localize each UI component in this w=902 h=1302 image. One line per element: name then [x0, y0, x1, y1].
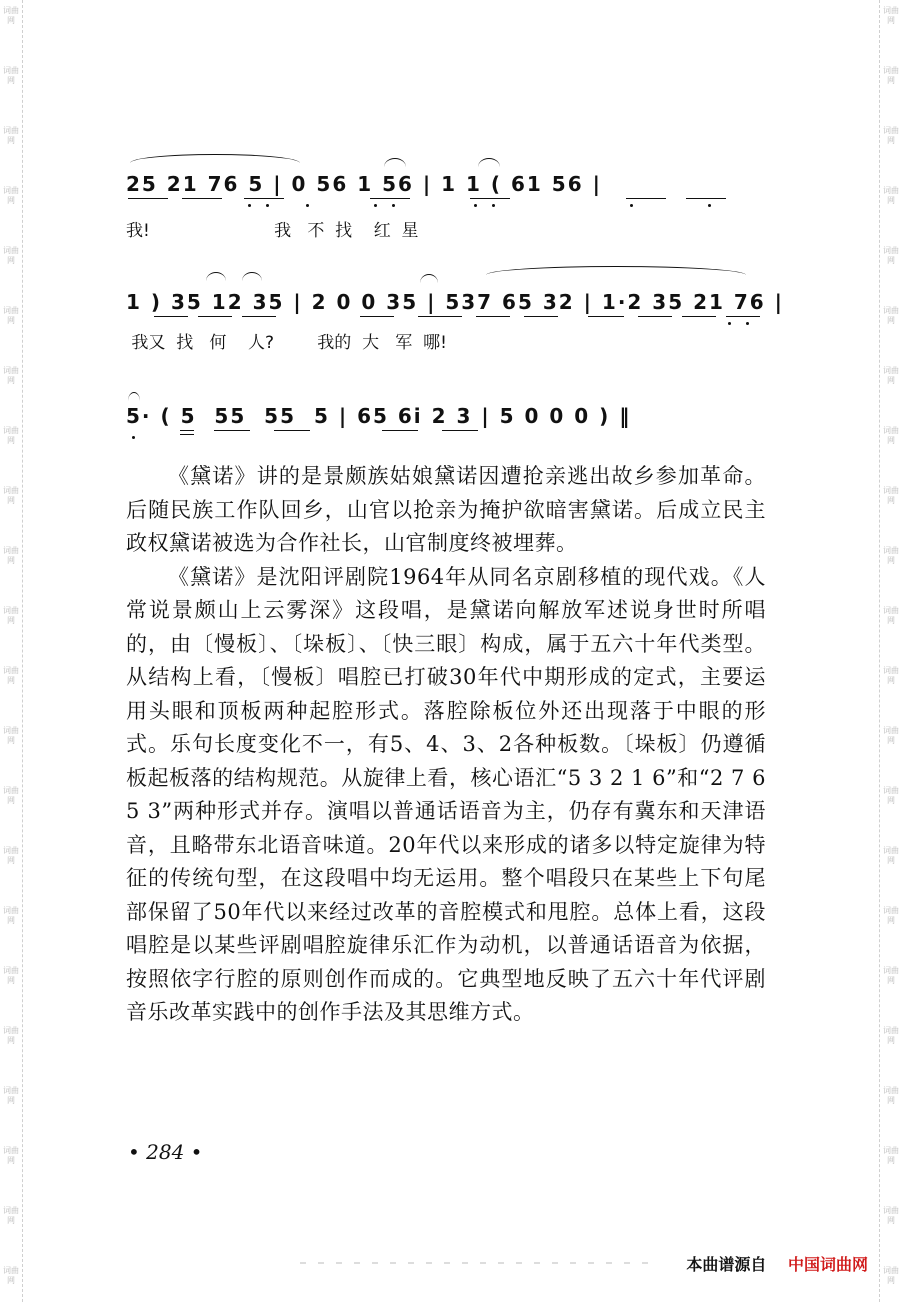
underline-mark: [626, 198, 666, 199]
watermark-text: 词曲网: [883, 1026, 899, 1045]
slur-mark: [420, 274, 438, 283]
watermark-text: 词曲网: [883, 426, 899, 445]
octave-dot: [708, 204, 711, 207]
underline-mark: [244, 198, 284, 199]
underline-mark: [180, 430, 194, 431]
site-name-link[interactable]: 中国词曲网: [787, 1255, 868, 1274]
watermark-text: 词曲网: [3, 366, 19, 385]
watermark-text: 词曲网: [3, 186, 19, 205]
watermark-text: 词曲网: [3, 966, 19, 985]
watermark-text: 词曲网: [3, 666, 19, 685]
watermark-text: 词曲网: [3, 6, 19, 25]
watermark-text: 词曲网: [3, 846, 19, 865]
watermark-text: 词曲网: [3, 306, 19, 325]
watermark-text: 词曲网: [883, 846, 899, 865]
watermark-text: 词曲网: [883, 606, 899, 625]
score-line-3: [126, 392, 776, 442]
watermark-text: 词曲网: [883, 66, 899, 85]
underline-mark: [382, 430, 418, 431]
slur-mark: [128, 392, 140, 401]
underline-mark: [180, 434, 194, 435]
watermark-text: 词曲网: [883, 1266, 899, 1285]
octave-dot: [630, 204, 633, 207]
watermark-text: 词曲网: [883, 966, 899, 985]
score-notes: 5· ( 5 55 55 5 | 65 6i 2 3 | 5 0 0 0 ) ‖: [126, 404, 632, 428]
underline-mark: [418, 316, 462, 317]
underline-mark: [442, 430, 478, 431]
underline-mark: [154, 316, 188, 317]
octave-dot: [474, 204, 477, 207]
watermark-text: 词曲网: [883, 786, 899, 805]
watermark-text: 词曲网: [883, 906, 899, 925]
underline-mark: [726, 316, 760, 317]
right-watermark-strip: [879, 0, 902, 1302]
score-line-1: [126, 150, 776, 240]
watermark-text: 词曲网: [3, 546, 19, 565]
octave-dot: [248, 204, 251, 207]
watermark-text: 词曲网: [3, 726, 19, 745]
score-lyrics: 我! 我 不 找 红 星: [126, 221, 419, 241]
left-watermark-strip: [0, 0, 23, 1302]
octave-dot: [266, 204, 269, 207]
watermark-text: 词曲网: [3, 1146, 19, 1165]
underline-mark: [686, 198, 726, 199]
octave-dot: [728, 322, 731, 325]
paragraph-1: 《黛诺》讲的是景颇族姑娘黛诺因遭抢亲逃出故乡参加革命。后随民族工作队回乡，山官以抢亲为掩护欲暗害黛诺。后成立民主政权黛诺被选为合作社长，山官制度终被埋葬。: [126, 464, 766, 555]
watermark-text: 词曲网: [883, 666, 899, 685]
slur-mark: [384, 158, 406, 167]
watermark-text: 词曲网: [3, 426, 19, 445]
underline-mark: [470, 198, 510, 199]
underline-mark: [242, 316, 276, 317]
watermark-text: 词曲网: [883, 726, 899, 745]
watermark-text: 词曲网: [883, 1146, 899, 1165]
underline-mark: [214, 430, 250, 431]
watermark-text: 词曲网: [3, 246, 19, 265]
underline-mark: [274, 430, 310, 431]
underline-mark: [360, 316, 394, 317]
watermark-text: 词曲网: [3, 786, 19, 805]
watermark-text: 词曲网: [3, 1266, 19, 1285]
underline-mark: [682, 316, 716, 317]
octave-dot: [746, 322, 749, 325]
underline-mark: [638, 316, 672, 317]
score-line-2: [126, 262, 784, 354]
watermark-text: 词曲网: [883, 366, 899, 385]
score-notes: 1 ) 35 12 35 | 2 0 0 35 | 537 65 32 | 1·2 35 21 76 |: [126, 290, 784, 314]
octave-dot: [392, 204, 395, 207]
octave-dot: [306, 204, 309, 207]
watermark-text: 词曲网: [3, 66, 19, 85]
watermark-text: 词曲网: [3, 1206, 19, 1225]
underline-mark: [128, 198, 168, 199]
slur-mark: [478, 158, 500, 167]
watermark-text: 词曲网: [3, 1086, 19, 1105]
watermark-text: 词曲网: [883, 126, 899, 145]
watermark-text: 词曲网: [883, 186, 899, 205]
underline-mark: [476, 316, 510, 317]
paragraph-2: 《黛诺》是沈阳评剧院1964年从同名京剧移植的现代戏。《人常说景颇山上云雾深》这段唱，是黛诺向解放军述说身世时所唱的，由〔慢板〕、〔垛板〕、〔快三眼〕构成，属于五六十年代类型。从结构上看，〔慢板〕唱腔已打破30年代中期形成的定式，主要运用头眼和顶板两种起腔形式。落腔除板位外还出现落于中眼的形式。乐句长度变化不一，有5、4、3、2各种板数。〔垛板〕仍遵循板起板落的结构规范。从旋律上看，核心语汇“5 3 2 1 6”和“2 7 6 5 3”两种形式并存。演唱以普通话语音为主，仍存有冀东和天津语音，且略带东北语音味道。20年代以来形成的诸多以特定旋律为特征的传统句型，在这段唱中均无运用。整个唱段只在某些上下句尾部保留了50年代以来经过改革的音腔模式和甩腔。总体上看，这段唱腔是以某些评剧唱腔旋律乐汇作为动机，以普通话语音为依据，按照依字行腔的原则创作而成的。它典型地反映了五六十年代评剧音乐改革实践中的创作手法及其思维方式。: [126, 564, 766, 1024]
underline-mark: [370, 198, 410, 199]
slur-mark: [130, 154, 300, 163]
underline-mark: [182, 198, 222, 199]
score-notes: 25 21 76 5 | 0 56 1 56 | 1 1 ( 61 56 |: [126, 172, 602, 196]
octave-dot: [492, 204, 495, 207]
source-label: 本曲谱源自: [686, 1255, 767, 1274]
watermark-text: 词曲网: [883, 546, 899, 565]
watermark-text: 词曲网: [883, 486, 899, 505]
article-body: [126, 460, 766, 1030]
octave-dot: [132, 436, 135, 439]
page-number: • 284 •: [128, 1140, 203, 1164]
watermark-text: 词曲网: [3, 126, 19, 145]
watermark-text: 词曲网: [3, 1026, 19, 1045]
watermark-text: 词曲网: [883, 1086, 899, 1105]
underline-mark: [524, 316, 558, 317]
underline-mark: [588, 316, 624, 317]
underline-mark: [198, 316, 232, 317]
slur-mark: [242, 272, 262, 281]
watermark-text: 词曲网: [3, 606, 19, 625]
watermark-text: 词曲网: [883, 246, 899, 265]
octave-dot: [374, 204, 377, 207]
watermark-text: 词曲网: [883, 1206, 899, 1225]
footer-credit: [686, 1252, 868, 1275]
scan-noise: [300, 1262, 660, 1264]
watermark-text: 词曲网: [883, 6, 899, 25]
watermark-text: 词曲网: [3, 486, 19, 505]
watermark-text: 词曲网: [883, 306, 899, 325]
watermark-text: 词曲网: [3, 906, 19, 925]
slur-mark: [206, 272, 226, 281]
score-lyrics: 我又 找 何 人? 我的 大 军 哪!: [126, 333, 447, 353]
slur-mark: [486, 266, 746, 275]
